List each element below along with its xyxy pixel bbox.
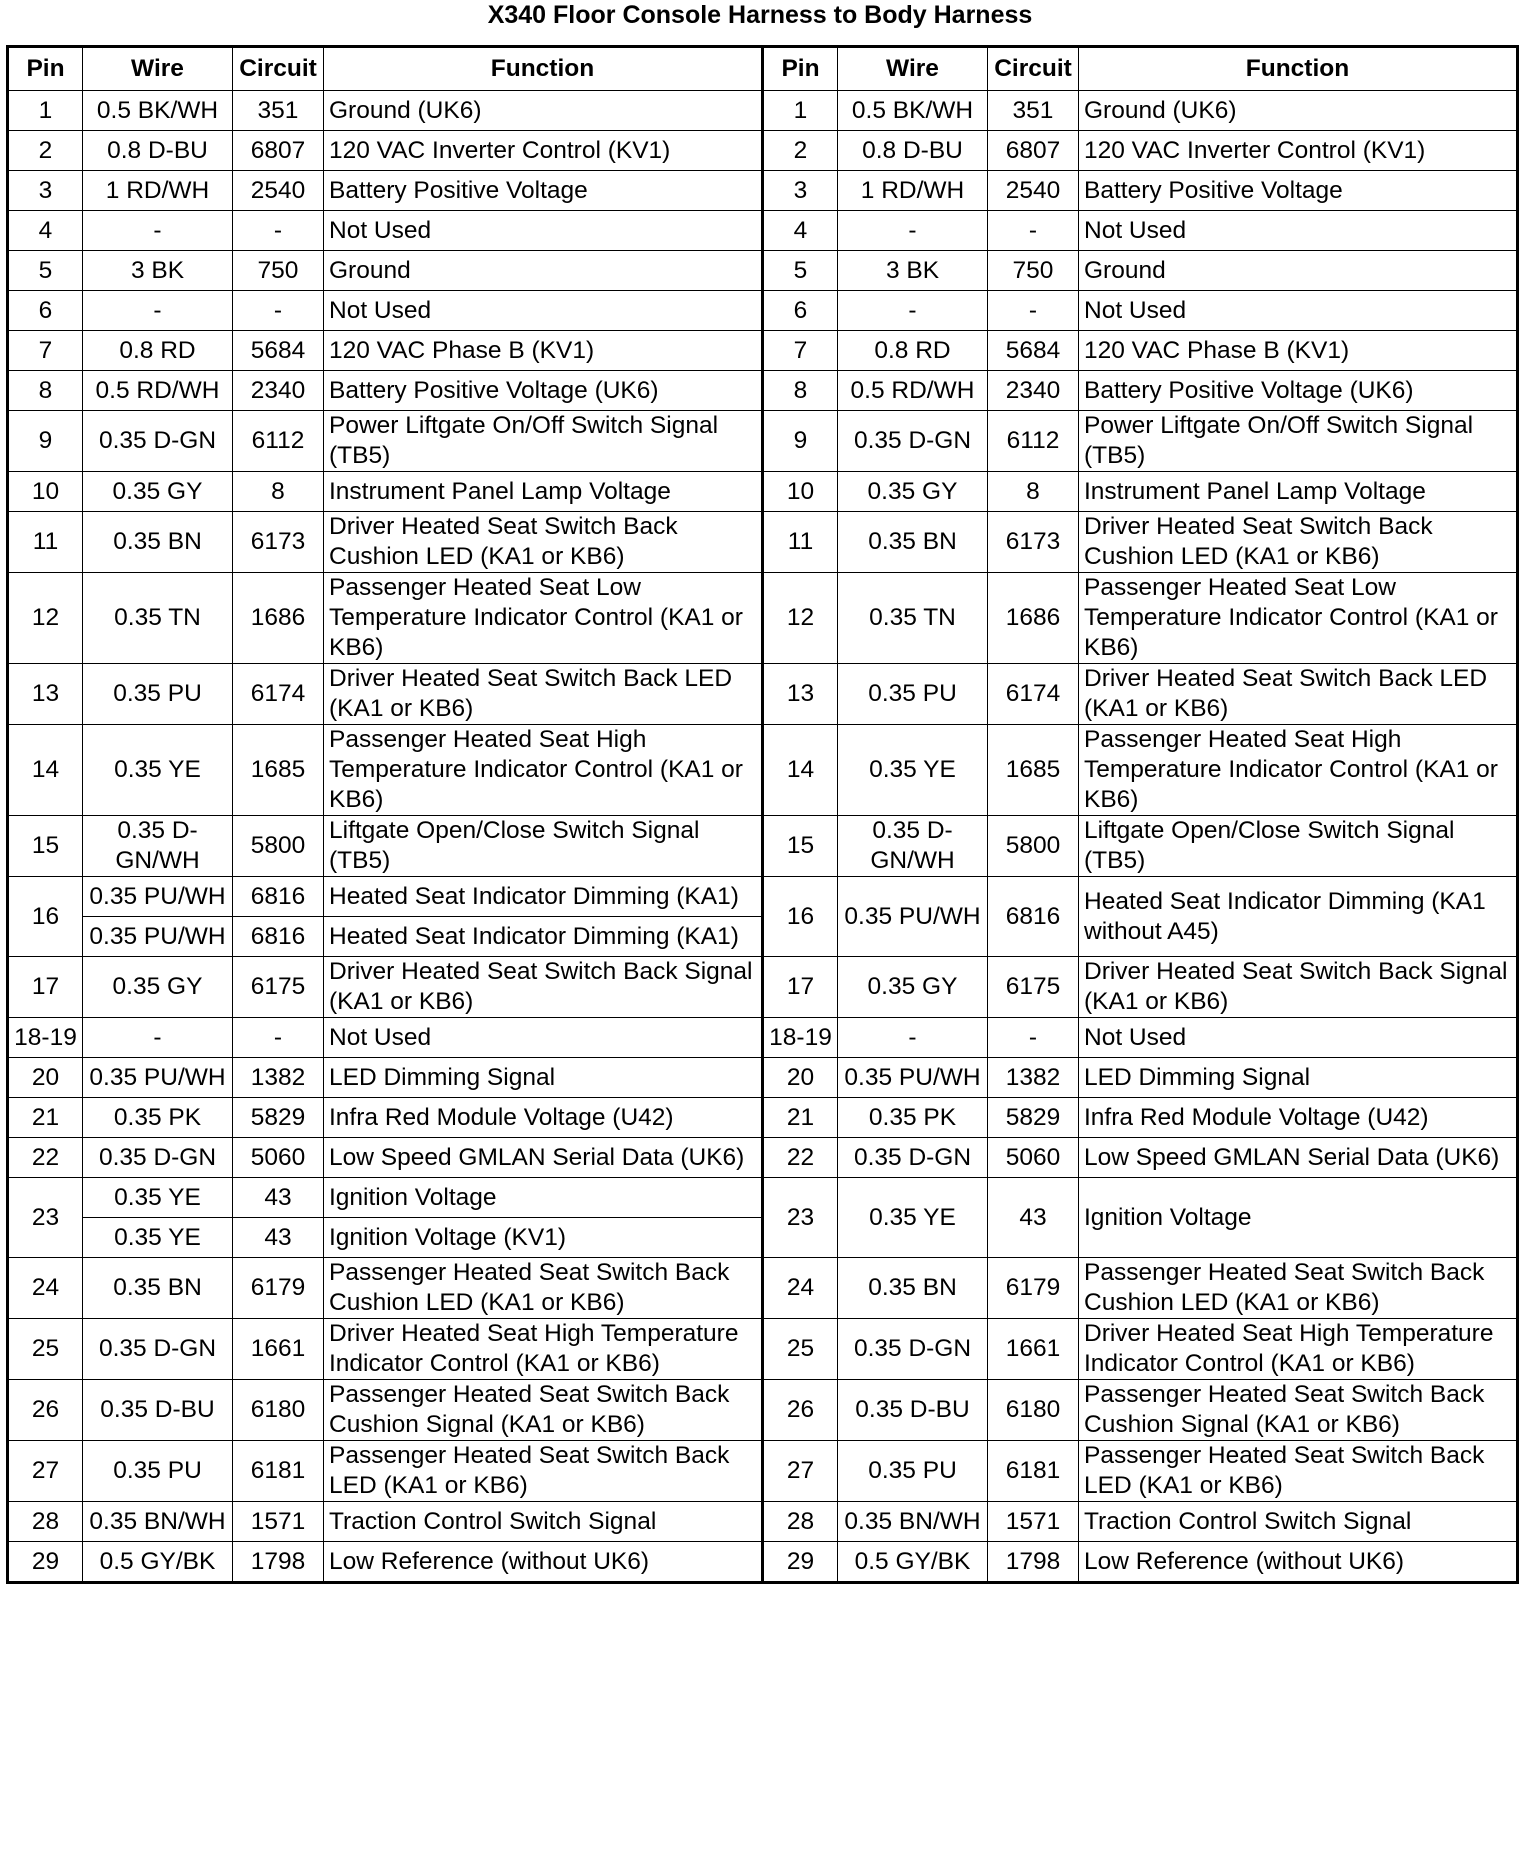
function-cell: 120 VAC Inverter Control (KV1) [1079, 131, 1518, 171]
pin-cell: 24 [763, 1258, 838, 1319]
header-wire: Wire [838, 47, 988, 91]
function-cell: Passenger Heated Seat Switch Back Cushion Signal (KA1 or KB6) [324, 1380, 763, 1441]
pin-cell: 14 [763, 725, 838, 816]
pin-cell: 20 [8, 1058, 83, 1098]
table-row [8, 816, 1518, 877]
circuit-cell: - [988, 291, 1079, 331]
circuit-cell: 1685 [233, 725, 324, 816]
wire-cell: 0.35 D-GN [838, 1319, 988, 1380]
wire-cell: 0.35 BN [838, 1258, 988, 1319]
pin-cell: 18-19 [8, 1018, 83, 1058]
table-row [8, 573, 1518, 664]
circuit-cell: 6112 [233, 411, 324, 472]
circuit-cell: 6816 [233, 877, 324, 917]
table-row [8, 1018, 1518, 1058]
circuit-cell: 6179 [233, 1258, 324, 1319]
circuit-cell: 43 [233, 1178, 324, 1218]
circuit-cell: - [233, 211, 324, 251]
function-cell: Driver Heated Seat Switch Back Signal (KA1 or KB6) [324, 957, 763, 1018]
circuit-cell: 1571 [233, 1502, 324, 1542]
function-cell: Liftgate Open/Close Switch Signal (TB5) [324, 816, 763, 877]
table-row [8, 171, 1518, 211]
function-cell: Heated Seat Indicator Dimming (KA1 without A45) [1079, 877, 1518, 957]
wire-cell: 0.35 PU [83, 664, 233, 725]
table-row [8, 725, 1518, 816]
function-cell: Driver Heated Seat Switch Back LED (KA1 or KB6) [324, 664, 763, 725]
pin-cell: 28 [8, 1502, 83, 1542]
circuit-cell: 5800 [233, 816, 324, 877]
wire-cell: 0.35 PU/WH [838, 877, 988, 957]
function-cell: Battery Positive Voltage (UK6) [324, 371, 763, 411]
header-circuit: Circuit [233, 47, 324, 91]
wire-cell: 0.35 YE [83, 1218, 233, 1258]
wire-cell: 0.35 PU/WH [83, 917, 233, 957]
table-row [8, 1441, 1518, 1502]
function-cell: Passenger Heated Seat High Temperature Indicator Control (KA1 or KB6) [324, 725, 763, 816]
pin-cell: 15 [8, 816, 83, 877]
table-row [8, 1380, 1518, 1441]
function-cell: Passenger Heated Seat Switch Back Cushion LED (KA1 or KB6) [324, 1258, 763, 1319]
table-row [8, 957, 1518, 1018]
circuit-cell: 2340 [988, 371, 1079, 411]
function-cell: Passenger Heated Seat Switch Back Cushion Signal (KA1 or KB6) [1079, 1380, 1518, 1441]
function-cell: Passenger Heated Seat High Temperature Indicator Control (KA1 or KB6) [1079, 725, 1518, 816]
pin-cell: 29 [763, 1542, 838, 1583]
wire-cell: 0.35 PK [838, 1098, 988, 1138]
function-cell: Ground [1079, 251, 1518, 291]
pin-cell: 23 [8, 1178, 83, 1258]
pin-cell: 12 [763, 573, 838, 664]
circuit-cell: 1571 [988, 1502, 1079, 1542]
pin-cell: 22 [8, 1138, 83, 1178]
pin-cell: 24 [8, 1258, 83, 1319]
function-cell: Not Used [1079, 1018, 1518, 1058]
pin-cell: 25 [8, 1319, 83, 1380]
function-cell: Infra Red Module Voltage (U42) [1079, 1098, 1518, 1138]
function-cell: LED Dimming Signal [1079, 1058, 1518, 1098]
table-row [8, 1098, 1518, 1138]
circuit-cell: 6174 [233, 664, 324, 725]
function-cell: Heated Seat Indicator Dimming (KA1) [324, 877, 763, 917]
wire-cell: 0.35 PU/WH [83, 1058, 233, 1098]
wire-cell: 0.35 BN [83, 512, 233, 573]
function-cell: Low Reference (without UK6) [1079, 1542, 1518, 1583]
table-row [8, 1542, 1518, 1583]
circuit-cell: 43 [988, 1178, 1079, 1258]
wire-cell: 0.35 YE [838, 1178, 988, 1258]
circuit-cell: - [988, 211, 1079, 251]
wire-cell: 1 RD/WH [83, 171, 233, 211]
wire-cell: 0.35 D-BU [838, 1380, 988, 1441]
pin-cell: 4 [763, 211, 838, 251]
header-pin: Pin [763, 47, 838, 91]
circuit-cell: 5684 [233, 331, 324, 371]
table-row [8, 131, 1518, 171]
header-pin: Pin [8, 47, 83, 91]
circuit-cell: 6173 [988, 512, 1079, 573]
wire-cell: 0.8 RD [838, 331, 988, 371]
function-cell: Passenger Heated Seat Low Temperature Indicator Control (KA1 or KB6) [1079, 573, 1518, 664]
wire-cell: - [838, 1018, 988, 1058]
function-cell: Heated Seat Indicator Dimming (KA1) [324, 917, 763, 957]
function-cell: Liftgate Open/Close Switch Signal (TB5) [1079, 816, 1518, 877]
table-row [8, 1138, 1518, 1178]
table-row [8, 91, 1518, 131]
table-row [8, 1319, 1518, 1380]
circuit-cell: 5829 [233, 1098, 324, 1138]
function-cell: Power Liftgate On/Off Switch Signal (TB5) [324, 411, 763, 472]
pin-cell: 26 [763, 1380, 838, 1441]
circuit-cell: 6175 [233, 957, 324, 1018]
wire-cell: 0.35 GY [838, 957, 988, 1018]
circuit-cell: 6174 [988, 664, 1079, 725]
function-cell: 120 VAC Phase B (KV1) [324, 331, 763, 371]
wire-cell: 0.35 PU [838, 664, 988, 725]
wire-cell: 0.35 PK [83, 1098, 233, 1138]
pin-cell: 6 [763, 291, 838, 331]
wire-cell: 0.35 PU [83, 1441, 233, 1502]
table-row [8, 291, 1518, 331]
function-cell: Not Used [1079, 211, 1518, 251]
wire-cell: - [83, 1018, 233, 1058]
pin-cell: 14 [8, 725, 83, 816]
pin-cell: 23 [763, 1178, 838, 1258]
pin-cell: 25 [763, 1319, 838, 1380]
pin-cell: 28 [763, 1502, 838, 1542]
pin-cell: 16 [8, 877, 83, 957]
circuit-cell: 1686 [988, 573, 1079, 664]
wire-cell: 0.35 D-GN [83, 1138, 233, 1178]
circuit-cell: 750 [988, 251, 1079, 291]
function-cell: Traction Control Switch Signal [1079, 1502, 1518, 1542]
wire-cell: 0.35 YE [838, 725, 988, 816]
table-row [8, 1502, 1518, 1542]
function-cell: Not Used [324, 211, 763, 251]
pin-cell: 2 [8, 131, 83, 171]
circuit-cell: 6112 [988, 411, 1079, 472]
table-row [8, 411, 1518, 472]
circuit-cell: 5829 [988, 1098, 1079, 1138]
wire-cell: 0.35 D-GN [838, 1138, 988, 1178]
wire-cell: 0.35 GY [838, 472, 988, 512]
pin-cell: 18-19 [763, 1018, 838, 1058]
pin-cell: 17 [763, 957, 838, 1018]
pin-cell: 21 [763, 1098, 838, 1138]
pin-cell: 27 [8, 1441, 83, 1502]
function-cell: Ground (UK6) [324, 91, 763, 131]
pin-cell: 8 [8, 371, 83, 411]
circuit-cell: 1661 [988, 1319, 1079, 1380]
circuit-cell: 1382 [233, 1058, 324, 1098]
wire-cell: 1 RD/WH [838, 171, 988, 211]
wire-cell: 0.5 BK/WH [838, 91, 988, 131]
wire-cell: 0.35 BN/WH [838, 1502, 988, 1542]
function-cell: Low Reference (without UK6) [324, 1542, 763, 1583]
circuit-cell: 5060 [233, 1138, 324, 1178]
pin-cell: 7 [763, 331, 838, 371]
wire-cell: 0.35 YE [83, 1178, 233, 1218]
wire-cell: 0.8 D-BU [83, 131, 233, 171]
pin-cell: 9 [8, 411, 83, 472]
pin-cell: 11 [763, 512, 838, 573]
function-cell: Driver Heated Seat Switch Back Cushion LED (KA1 or KB6) [324, 512, 763, 573]
circuit-cell: 351 [233, 91, 324, 131]
circuit-cell: 43 [233, 1218, 324, 1258]
pin-cell: 12 [8, 573, 83, 664]
function-cell: Traction Control Switch Signal [324, 1502, 763, 1542]
wire-cell: 0.35 PU/WH [83, 877, 233, 917]
pin-cell: 20 [763, 1058, 838, 1098]
wire-cell: 0.35 D-BU [83, 1380, 233, 1441]
wire-cell: 0.5 RD/WH [838, 371, 988, 411]
function-cell: Not Used [324, 291, 763, 331]
header-function: Function [1079, 47, 1518, 91]
wire-cell: 0.35 BN [83, 1258, 233, 1319]
circuit-cell: 6173 [233, 512, 324, 573]
pin-cell: 3 [8, 171, 83, 211]
table-row [8, 472, 1518, 512]
function-cell: Ignition Voltage [324, 1178, 763, 1218]
function-cell: Passenger Heated Seat Switch Back LED (KA1 or KB6) [324, 1441, 763, 1502]
wire-cell: 0.35 BN/WH [83, 1502, 233, 1542]
pin-cell: 10 [763, 472, 838, 512]
wire-cell: 0.5 GY/BK [83, 1542, 233, 1583]
circuit-cell: 6181 [988, 1441, 1079, 1502]
circuit-cell: 2540 [233, 171, 324, 211]
pin-cell: 8 [763, 371, 838, 411]
pin-cell: 5 [8, 251, 83, 291]
circuit-cell: - [233, 291, 324, 331]
wire-cell: 0.35 D-GN [83, 1319, 233, 1380]
function-cell: Instrument Panel Lamp Voltage [1079, 472, 1518, 512]
function-cell: Ground [324, 251, 763, 291]
wire-cell: 0.35 D-GN [83, 411, 233, 472]
circuit-cell: 1686 [233, 573, 324, 664]
function-cell: Driver Heated Seat High Temperature Indicator Control (KA1 or KB6) [324, 1319, 763, 1380]
header-row [8, 47, 1518, 91]
wire-cell: 0.35 YE [83, 725, 233, 816]
function-cell: Driver Heated Seat High Temperature Indicator Control (KA1 or KB6) [1079, 1319, 1518, 1380]
function-cell: Ignition Voltage (KV1) [324, 1218, 763, 1258]
pinout-table [6, 45, 1519, 1584]
pin-cell: 16 [763, 877, 838, 957]
wire-cell: 0.8 RD [83, 331, 233, 371]
circuit-cell: 1382 [988, 1058, 1079, 1098]
wire-cell: 0.35 PU/WH [838, 1058, 988, 1098]
circuit-cell: 6181 [233, 1441, 324, 1502]
wire-cell: 0.35 GY [83, 472, 233, 512]
wire-cell: 0.35 D-GN/WH [83, 816, 233, 877]
circuit-cell: 1661 [233, 1319, 324, 1380]
pin-cell: 10 [8, 472, 83, 512]
circuit-cell: 1685 [988, 725, 1079, 816]
function-cell: Battery Positive Voltage [324, 171, 763, 211]
table-row [8, 211, 1518, 251]
function-cell: Passenger Heated Seat Low Temperature Indicator Control (KA1 or KB6) [324, 573, 763, 664]
function-cell: Instrument Panel Lamp Voltage [324, 472, 763, 512]
circuit-cell: 5800 [988, 816, 1079, 877]
circuit-cell: 2340 [233, 371, 324, 411]
wire-cell: 0.8 D-BU [838, 131, 988, 171]
pin-cell: 7 [8, 331, 83, 371]
circuit-cell: - [988, 1018, 1079, 1058]
pin-cell: 4 [8, 211, 83, 251]
wire-cell: 0.35 TN [83, 573, 233, 664]
wire-cell: 0.35 GY [83, 957, 233, 1018]
circuit-cell: 5684 [988, 331, 1079, 371]
function-cell: Driver Heated Seat Switch Back LED (KA1 or KB6) [1079, 664, 1518, 725]
circuit-cell: 6180 [988, 1380, 1079, 1441]
circuit-cell: 6807 [233, 131, 324, 171]
function-cell: Passenger Heated Seat Switch Back Cushion LED (KA1 or KB6) [1079, 1258, 1518, 1319]
function-cell: Ground (UK6) [1079, 91, 1518, 131]
function-cell: Driver Heated Seat Switch Back Cushion LED (KA1 or KB6) [1079, 512, 1518, 573]
table-row [8, 664, 1518, 725]
function-cell: 120 VAC Inverter Control (KV1) [324, 131, 763, 171]
wire-cell: 0.5 RD/WH [83, 371, 233, 411]
pin-cell: 1 [763, 91, 838, 131]
circuit-cell: 6816 [233, 917, 324, 957]
pin-cell: 11 [8, 512, 83, 573]
circuit-cell: 2540 [988, 171, 1079, 211]
wire-cell: 0.35 PU [838, 1441, 988, 1502]
table-row [8, 1058, 1518, 1098]
pin-cell: 13 [763, 664, 838, 725]
wire-cell: - [83, 211, 233, 251]
wire-cell: 3 BK [838, 251, 988, 291]
pin-cell: 3 [763, 171, 838, 211]
circuit-cell: 6807 [988, 131, 1079, 171]
circuit-cell: 6175 [988, 957, 1079, 1018]
page-title: X340 Floor Console Harness to Body Harness [487, 1, 1033, 29]
header-function: Function [324, 47, 763, 91]
wire-cell: - [83, 291, 233, 331]
function-cell: LED Dimming Signal [324, 1058, 763, 1098]
function-cell: Battery Positive Voltage [1079, 171, 1518, 211]
wire-cell: - [838, 211, 988, 251]
pin-cell: 9 [763, 411, 838, 472]
header-wire: Wire [83, 47, 233, 91]
circuit-cell: 6179 [988, 1258, 1079, 1319]
pin-cell: 22 [763, 1138, 838, 1178]
function-cell: Low Speed GMLAN Serial Data (UK6) [1079, 1138, 1518, 1178]
wire-cell: 3 BK [83, 251, 233, 291]
function-cell: Not Used [1079, 291, 1518, 331]
table-row [8, 512, 1518, 573]
table-row [8, 251, 1518, 291]
table-row [8, 1178, 1518, 1218]
circuit-cell: 1798 [988, 1542, 1079, 1583]
circuit-cell: 750 [233, 251, 324, 291]
pin-cell: 2 [763, 131, 838, 171]
function-cell: Driver Heated Seat Switch Back Signal (KA1 or KB6) [1079, 957, 1518, 1018]
pin-cell: 13 [8, 664, 83, 725]
function-cell: Ignition Voltage [1079, 1178, 1518, 1258]
circuit-cell: 6816 [988, 877, 1079, 957]
pin-cell: 5 [763, 251, 838, 291]
wire-cell: - [838, 291, 988, 331]
circuit-cell: - [233, 1018, 324, 1058]
table-row [8, 371, 1518, 411]
circuit-cell: 6180 [233, 1380, 324, 1441]
table-row [8, 877, 1518, 917]
pin-cell: 27 [763, 1441, 838, 1502]
header-circuit: Circuit [988, 47, 1079, 91]
function-cell: Low Speed GMLAN Serial Data (UK6) [324, 1138, 763, 1178]
wire-cell: 0.35 D-GN [838, 411, 988, 472]
circuit-cell: 5060 [988, 1138, 1079, 1178]
pin-cell: 29 [8, 1542, 83, 1583]
pin-cell: 26 [8, 1380, 83, 1441]
wire-cell: 0.5 BK/WH [83, 91, 233, 131]
circuit-cell: 8 [988, 472, 1079, 512]
pin-cell: 17 [8, 957, 83, 1018]
function-cell: Power Liftgate On/Off Switch Signal (TB5) [1079, 411, 1518, 472]
function-cell: Infra Red Module Voltage (U42) [324, 1098, 763, 1138]
pin-cell: 6 [8, 291, 83, 331]
table-row [8, 331, 1518, 371]
wire-cell: 0.5 GY/BK [838, 1542, 988, 1583]
circuit-cell: 1798 [233, 1542, 324, 1583]
function-cell: Passenger Heated Seat Switch Back LED (KA1 or KB6) [1079, 1441, 1518, 1502]
function-cell: Battery Positive Voltage (UK6) [1079, 371, 1518, 411]
function-cell: Not Used [324, 1018, 763, 1058]
pin-cell: 1 [8, 91, 83, 131]
wire-cell: 0.35 D-GN/WH [838, 816, 988, 877]
circuit-cell: 351 [988, 91, 1079, 131]
pin-cell: 21 [8, 1098, 83, 1138]
table-row [8, 1258, 1518, 1319]
circuit-cell: 8 [233, 472, 324, 512]
pin-cell: 15 [763, 816, 838, 877]
function-cell: 120 VAC Phase B (KV1) [1079, 331, 1518, 371]
wire-cell: 0.35 BN [838, 512, 988, 573]
wire-cell: 0.35 TN [838, 573, 988, 664]
